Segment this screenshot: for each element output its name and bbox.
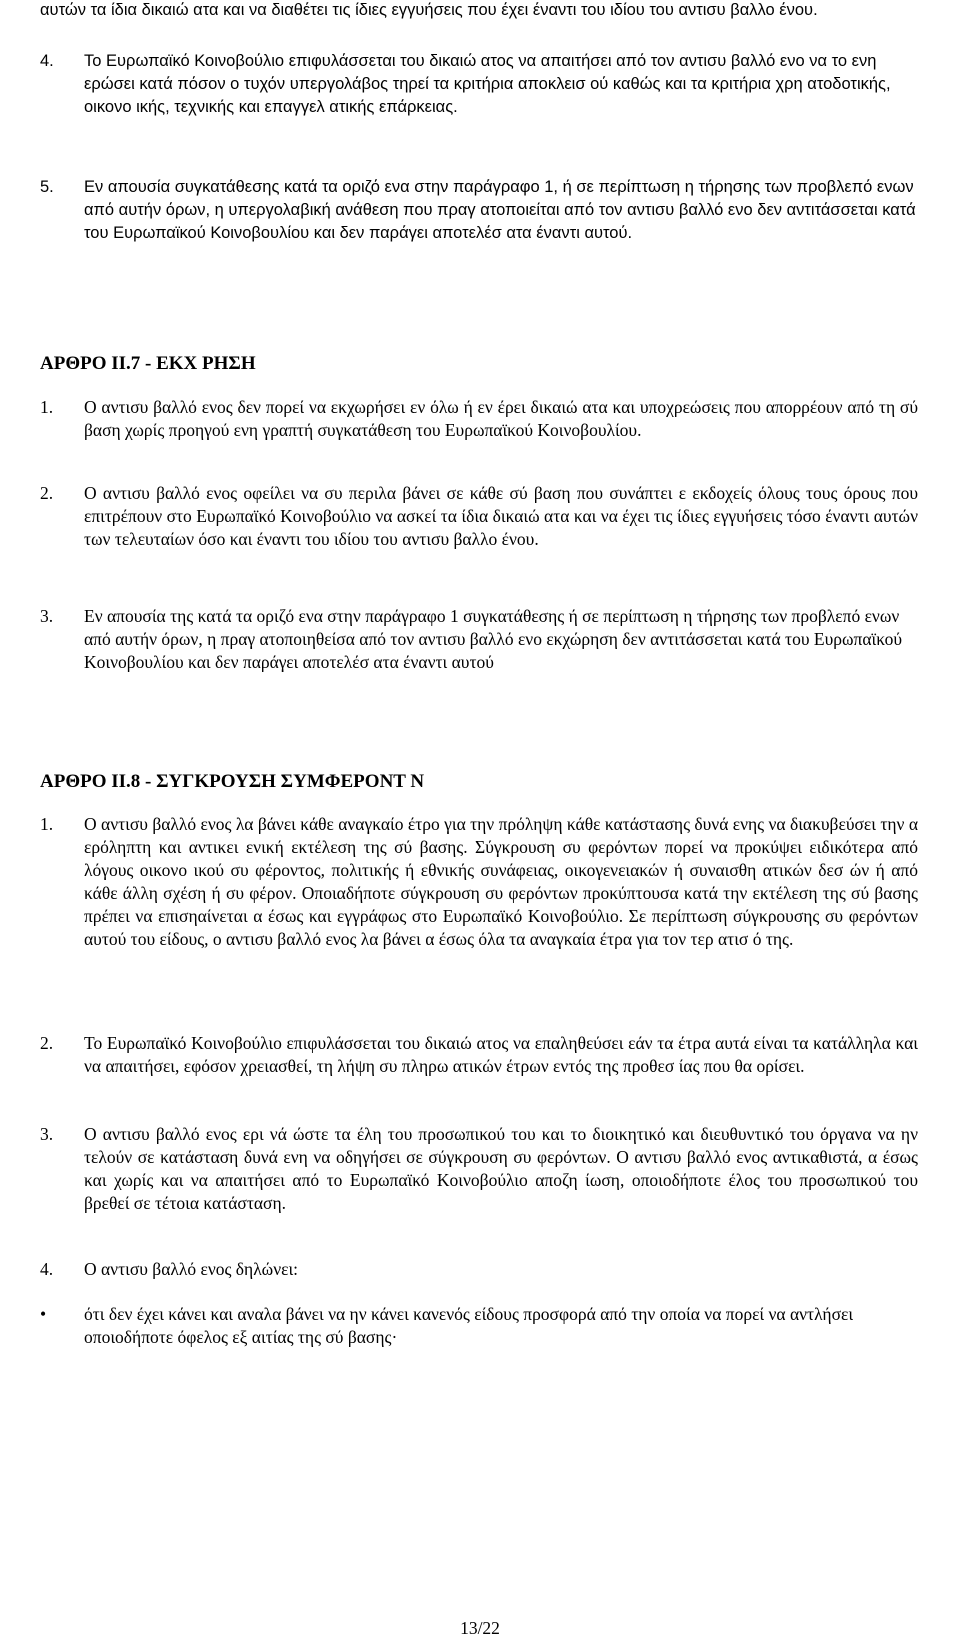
paragraph-number: 4. — [40, 52, 54, 70]
paragraph-prev-4 — [40, 50, 918, 119]
paragraph-number: 3. — [40, 1124, 54, 1144]
paragraph-text: Εν απουσία της κατά τα οριζό ενα στην παράγραφο 1 συγκατάθεσης ή σε περίπτωση η τήρησης των προβλεπό ενων από αυτήν όρων, η πραγ ατοποιηθείσα από τον αντισυ βαλλό ενο εκχώρηση δεν αντιτάσσεται κατά του Ευρωπαϊκού Κοινοβουλίου και δεν παράγει αποτελέσ ατα έναντι αυτού — [84, 606, 903, 672]
article-7-heading: ΑΡΘΡΟ II.7 - ΕΚΧ ΡΗΣΗ — [40, 353, 256, 374]
paragraph-text: Ο αντισυ βαλλό ενος ερι νά ώστε τα έλη του προσωπικού του και το διοικητικό και διευθυντικό του όργανα να ην τελούν σε κατάσταση δυνά ενη να οδηγήσει σε σύγκρουση συ φερόντων. Ο αντισυ βαλλό ενος αντικαθιστά, α έσως και χωρίς και να απαιτήσει από το Ευρωπαϊκό Κοινοβούλιο αποζη ίωση, οποιοδήποτε έλος του προσωπικού του βρεθεί σε τέτοια κατάσταση. — [84, 1124, 918, 1213]
paragraph-text: Ο αντισυ βαλλό ενος δεν πορεί να εκχωρήσει εν όλω ή εν έρει δικαιώ ατα και υποχρεώσεις που απορρέουν από τη σύ βαση χωρίς προηγού ενη γραπτή συγκατάθεση του Ευρωπαϊκού Κοινοβουλίου. — [84, 397, 918, 440]
article-7-paragraph-2 — [40, 482, 918, 551]
paragraph-text: Ο αντισυ βαλλό ενος δηλώνει: — [84, 1259, 299, 1279]
paragraph-text: Ο αντισυ βαλλό ενος λα βάνει κάθε αναγκαίο έτρο για την πρόληψη κάθε κατάστασης δυνά ενης να διακυβεύσει την α ερόληπτη και αντικει ενική εκτέλεση της σύ βασης. Σύγκρουση συ φερόντων πορεί να προκύψει ειδικότερα από λόγους οικονο ικού συ φέροντος, πολιτικής ή εθνικής συνάφειας, οικογενειακών ή συναισθη ατικών δεσ ών ή από κάθε άλλη σχέση ή συ φέρον. Οποιαδήποτε σύγκρουση συ φερόντων προκύπτουσα κατά την εκτέλεση της σύ βασης πρέπει να επισηαίνεται α έσως και εγγράφως στο Ευρωπαϊκό Κοινοβούλιο. Σε περίπτωση σύγκρουσης συ φερόντων αυτού του είδους, ο αντισυ βαλλό ενος λα βάνει α έσως όλα τα αναγκαία έτρα για τον τερ ατισ ό της. — [84, 814, 918, 949]
paragraph-number: 5. — [40, 178, 54, 196]
article-8-paragraph-2 — [40, 1032, 918, 1078]
paragraph-text: Ο αντισυ βαλλό ενος οφείλει να συ περιλα βάνει σε κάθε σύ βαση που συνάπτει ε εκδοχείς όλους τους όρους που επιτρέπουν στο Ευρωπαϊκό Κοινοβούλιο να ασκεί τα ίδια δικαιώ ατα και να έχει τις ίδιες εγγυήσεις τόσο έναντι αυτών των τελευταίων όσο και έναντι του ιδίου του αντισυ βαλλο ένου. — [84, 483, 918, 549]
paragraph-number: 2. — [40, 1033, 54, 1053]
article-7-paragraph-1 — [40, 396, 918, 442]
bullet-icon: • — [40, 1304, 47, 1324]
paragraph-number: 3. — [40, 606, 54, 626]
paragraph-number: 1. — [40, 814, 54, 834]
article-7-paragraph-3 — [40, 605, 918, 674]
paragraph-number: 2. — [40, 483, 54, 503]
top-fragment: αυτών τα ίδια δικαιώ ατα και να διαθέτει τις ίδιες εγγυήσεις που έχει έναντι του ιδίου του αντισυ βαλλο ένου. — [40, 1, 818, 19]
paragraph-text: Εν απουσία συγκατάθεσης κατά τα οριζό ενα στην παράγραφο 1, ή σε περίπτωση η τήρησης των προβλεπό ενων από αυτήν όρων, η υπεργολαβική ανάθεση που πραγ ατοποιείται από τον αντισυ βαλλό ενο δεν αντιτάσσεται κατά του Ευρωπαϊκού Κοινοβουλίου και δεν παράγει αποτελέσ ατα έναντι αυτού. — [84, 178, 916, 242]
paragraph-text: Το Ευρωπαϊκό Κοινοβούλιο επιφυλάσσεται του δικαιώ ατος να απαιτήσει από τον αντισυ βαλλό ενο να το ενη ερώσει κατά πόσον ο τυχόν υπεργολάβος τηρεί τα κριτήρια αποκλεισ ού καθώς και τα κριτήρια χρη ατοδοτικής, οικονο ικής, τεχνικής και επαγγελ ατικής επάρκειας. — [84, 52, 891, 116]
paragraph-number: 1. — [40, 397, 54, 417]
article-8-bullet-item — [40, 1303, 918, 1349]
paragraph-text: Το Ευρωπαϊκό Κοινοβούλιο επιφυλάσσεται του δικαιώ ατος να επαληθεύσει εάν τα έτρα αυτά είναι τα κατάλληλα και να απαιτήσει, εφόσον χρειασθεί, τη λήψη συ πληρω ατικών έτρων εντός της προθεσ ίας που θα ορίσει. — [84, 1033, 918, 1076]
paragraph-number: 4. — [40, 1259, 54, 1279]
article-8-paragraph-1 — [40, 813, 918, 951]
page-number: 13/22 — [460, 1618, 500, 1638]
article-8-heading: ΑΡΘΡΟ II.8 - ΣΥΓΚΡΟΥΣΗ ΣΥΜΦΕΡΟΝΤ Ν — [40, 771, 425, 792]
article-8-paragraph-3 — [40, 1123, 918, 1215]
paragraph-prev-5 — [40, 176, 918, 245]
bullet-text: ότι δεν έχει κάνει και αναλα βάνει να ην κάνει κανενός είδους προσφορά από την οποία να πορεί να αντλήσει οποιοδήποτε όφελος εξ αιτίας της σύ βασης· — [84, 1304, 854, 1347]
article-8-paragraph-4 — [40, 1258, 918, 1281]
